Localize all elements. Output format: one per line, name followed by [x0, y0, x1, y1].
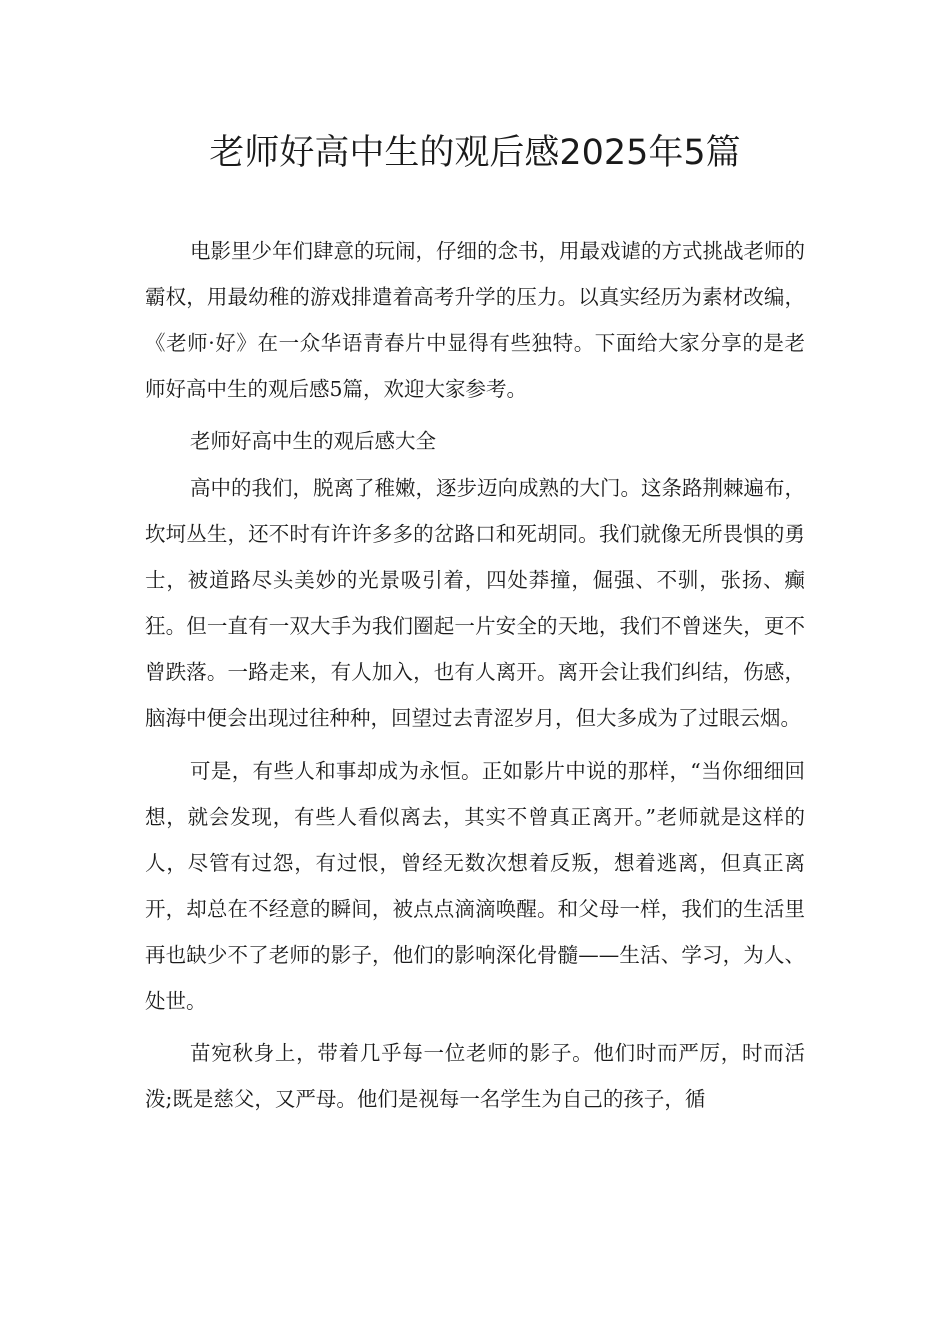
paragraph-1: 高中的我们，脱离了稚嫩，逐步迈向成熟的大门。这条路荆棘遍布，坎坷丛生，还不时有许许多多的岔路口和死胡同。我们就像无所畏惧的勇士，被道路尽头美妙的光景吸引着，四处莽撞，倔强、不驯，张扬、癫狂。但一直有一双大手为我们圈起一片安全的天地，我们不曾迷失，更不曾跌落。一路走来，有人加入，也有人离开。离开会让我们纠结，伤感，脑海中便会出现过往种种，回望过去青涩岁月，但大多成为了过眼云烟。 [145, 476, 805, 731]
paragraph-3: 苗宛秋身上，带着几乎每一位老师的影子。他们时而严厉，时而活泼;既是慈父，又严母。他们是视每一名学生为自己的孩子，循 [145, 1040, 805, 1111]
article-body [145, 228, 805, 1128]
paragraph-2: 可是，有些人和事却成为永恒。正如影片中说的那样，“当你细细回想，就会发现，有些人看似离去，其实不曾真正离开。”老师就是这样的人，尽管有过怨，有过恨，曾经无数次想着反叛，想着逃离，但真正离开，却总在不经意的瞬间，被点点滴滴唤醒。和父母一样，我们的生活里再也缺少不了老师的影子，他们的影响深化骨髓——生活、学习，为人、处世。 [145, 758, 805, 1013]
section-heading: 老师好高中生的观后感大全 [190, 429, 436, 454]
paragraph-intro: 电影里少年们肆意的玩闹，仔细的念书，用最戏谑的方式挑战老师的霸权，用最幼稚的游戏排遣着高考升学的压力。以真实经历为素材改编，《老师·好》在一众华语青春片中显得有些独特。下面给大家分享的是老师好高中生的观后感5篇，欢迎大家参考。 [145, 239, 805, 401]
page-title: 老师好高中生的观后感2025年5篇 [209, 133, 741, 173]
